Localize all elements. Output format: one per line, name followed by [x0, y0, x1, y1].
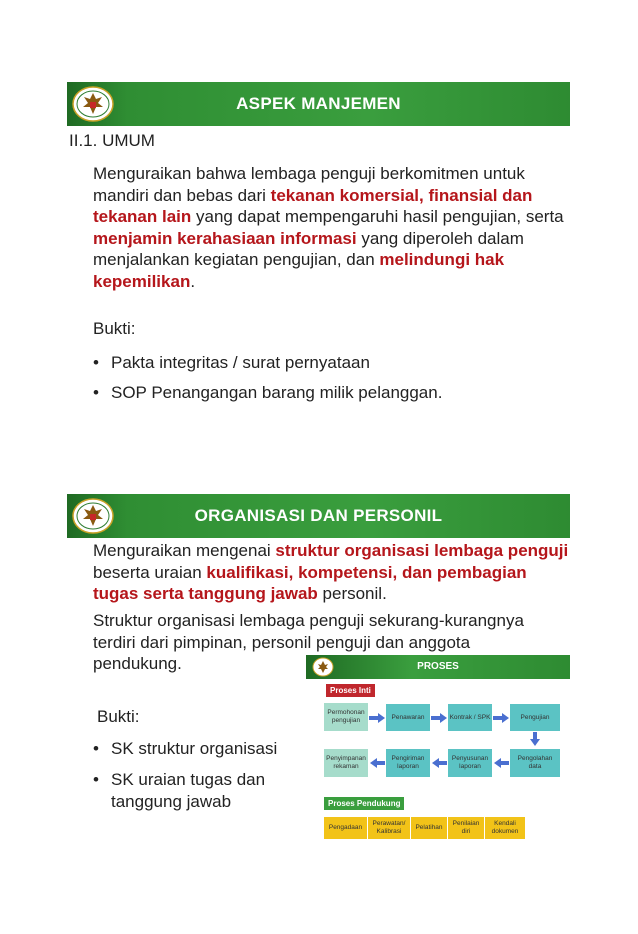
process-box: Kontrak / SPK [448, 704, 492, 731]
process-box: Pengolahan data [510, 749, 560, 777]
slide1-banner [67, 82, 570, 126]
highlighted-phrase: melindungi hak kepemilikan [93, 250, 505, 291]
slide2-title: ORGANISASI DAN PERSONIL [194, 506, 443, 525]
arrow-shaft [376, 761, 385, 765]
text-segment: personil. [317, 584, 387, 603]
text-segment: Menguraikan mengenai [93, 541, 276, 560]
arrow-right-icon [378, 713, 385, 723]
highlighted-phrase: kualifikasi, kompetensi, dan pembagian tugas serta tanggung jawab [93, 562, 527, 603]
process-box: Pengujian [510, 704, 560, 731]
arrow-shaft [438, 761, 447, 765]
slide2-paragraph-2: Struktur organisasi lembaga penguji sekurang-kurangnya terdiri dari pimpinan, personil penguji dan anggota pendukung. [93, 611, 524, 673]
list-item: • SK struktur organisasi [93, 738, 305, 760]
text-segment: beserta uraian [93, 562, 207, 582]
core-process-label: Proses Inti [326, 684, 375, 697]
process-box: Permohonan pengujian [324, 703, 368, 731]
slide2-bukti-label: Bukti: [97, 707, 140, 726]
support-box: Kendali dokumen [485, 817, 525, 839]
slide1-title: ASPEK MANJEMEN [236, 94, 401, 113]
arrow-right-icon [440, 713, 447, 723]
slide1-bukti-label: Bukti: [93, 319, 136, 338]
slide2-bullet-list [93, 738, 305, 813]
text-segment: yang dapat mempengaruhi hasil pengujian, serta [191, 207, 564, 226]
support-box: Pelatihan [411, 817, 447, 839]
slide2-paragraph-1 [93, 540, 569, 605]
support-process-label: Proses Pendukung [324, 797, 404, 810]
highlighted-phrase: struktur organisasi lembaga penguji [275, 541, 569, 560]
process-box: Pengiriman laporan [386, 749, 430, 777]
section-heading: II.1. UMUM [69, 131, 155, 150]
highlighted-phrase: tekanan komersial, finansial dan tekanan lain [93, 185, 533, 226]
support-box: Penilaian diri [448, 817, 484, 839]
slide1-paragraph [93, 163, 569, 292]
process-box: Penawaran [386, 704, 430, 731]
support-box: Perawatan/ Kalibrasi [368, 817, 410, 839]
highlighted-phrase: menjamin kerahasiaan informasi [93, 228, 357, 248]
text-segment: yang diperoleh dalam menjalankan kegiatan pengujian, dan [93, 228, 524, 269]
text-segment: Menguraikan bahwa lembaga penguji berkomitmen untuk mandiri dan bebas dari [93, 164, 525, 205]
list-item: • SK uraian tugas dan tanggung jawab [93, 769, 305, 813]
process-title: PROSES [417, 661, 459, 672]
process-header [306, 655, 570, 679]
list-item: • SOP Penangangan barang milik pelanggan. [93, 378, 563, 408]
process-diagram [306, 655, 570, 845]
list-item: • Pakta integritas / surat pernyataan [93, 348, 563, 378]
arrow-down-icon [530, 739, 540, 746]
process-box: Penyimpanan rekaman [324, 749, 368, 777]
process-box: Penyusunan laporan [448, 749, 492, 777]
arrow-right-icon [502, 713, 509, 723]
support-box: Pengadaan [324, 817, 367, 839]
text-segment: . [190, 271, 196, 291]
arrow-shaft [500, 761, 509, 765]
slide2-banner [67, 494, 570, 538]
slide1-bullet-list [93, 348, 563, 408]
